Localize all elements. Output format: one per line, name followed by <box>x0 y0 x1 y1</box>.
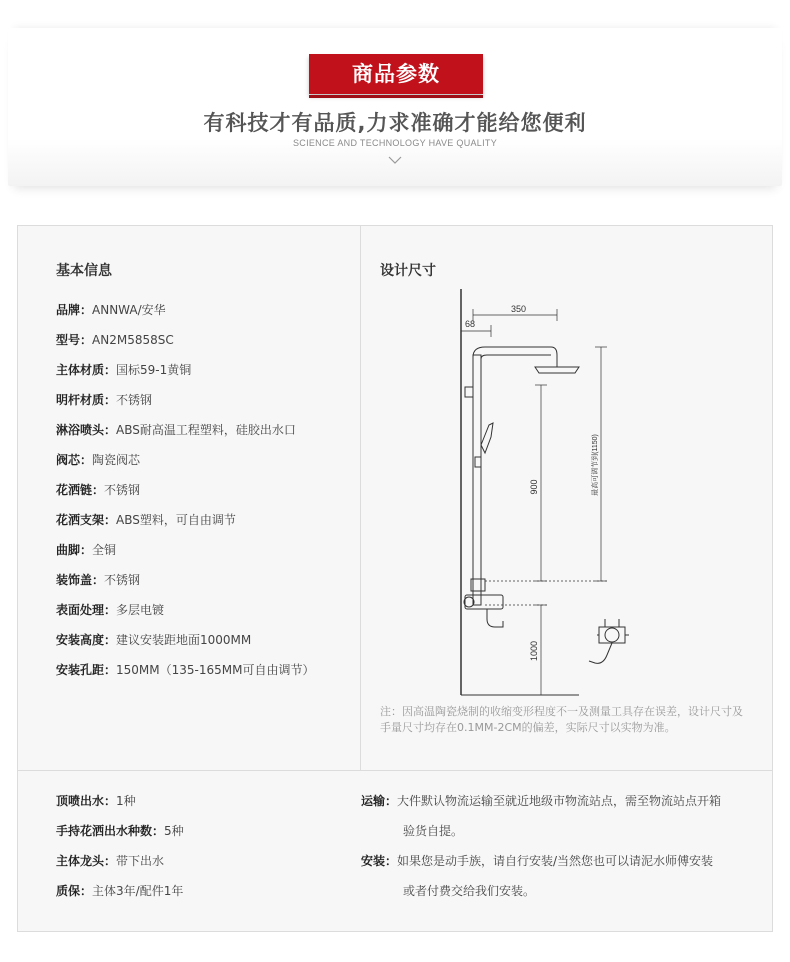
top-shower-head <box>535 367 579 373</box>
spec-row: 主体材质：国标59-1黄铜 <box>56 363 192 377</box>
spec-row: 型号：AN2M5858SC <box>56 333 174 347</box>
dim-max-label: 最高可调节到(1150) <box>592 434 599 496</box>
spec-panel <box>17 225 773 771</box>
install-row: 安装：如果您是动手族，请自行安装/当然您也可以请泥水师傅安装 <box>361 854 714 868</box>
shipping-row: 运输：大件默认物流运输至就近地级市物流站点，需至物流站点开箱 <box>361 794 722 808</box>
extra-row: 顶喷出水：1种 <box>56 794 136 808</box>
side-spout <box>589 643 612 663</box>
shipping-row-cont: 验货自提。 <box>403 824 464 838</box>
spec-row: 安装孔距：150MM（135-165MM可自由调节） <box>56 663 315 677</box>
extra-row: 手持花洒出水种数：5种 <box>56 824 184 838</box>
slogan-english: SCIENCE AND TECHNOLOGY HAVE QUALITY <box>292 138 498 148</box>
dimension-note: 注：因高温陶瓷烧制的收缩变形程度不一及测量工具存在误差，设计尺寸及手量尺寸均存在0.1MM-2CM的偏差，实际尺寸以实物为准。 <box>380 705 743 734</box>
top-arm <box>473 347 557 365</box>
spec-row: 品牌：ANNWA/安华 <box>56 303 166 317</box>
spec-row: 淋浴喷头：ABS耐高温工程塑料，硅胶出水口 <box>56 423 296 437</box>
riser-pipe <box>473 355 481 605</box>
side-valve <box>599 627 625 643</box>
spout <box>487 609 503 627</box>
spec-row: 花洒支架：ABS塑料，可自由调节 <box>56 513 236 527</box>
dim-1000-label: 1000 <box>529 640 539 662</box>
spec-row: 曲脚：全铜 <box>56 543 117 557</box>
extra-info-panel <box>17 770 773 932</box>
panel-divider <box>360 226 361 770</box>
spec-row: 明杆材质：不锈钢 <box>56 393 153 407</box>
design-title: 设计尺寸 <box>380 263 436 279</box>
handheld-shower <box>481 423 493 453</box>
dim-68-label: 68 <box>465 319 476 329</box>
spec-row: 装饰盖：不锈钢 <box>56 573 141 587</box>
slogan: 有科技才有品质,力求准确才能给您便利 <box>203 111 587 135</box>
spec-row: 阀芯：陶瓷阀芯 <box>56 453 141 467</box>
dim-350-label: 350 <box>511 304 527 314</box>
spec-row: 表面处理：多层电镀 <box>56 603 165 617</box>
section-banner: 商品参数 <box>309 54 483 94</box>
extra-row: 主体龙头：带下出水 <box>56 854 165 868</box>
extra-row: 质保：主体3年/配件1年 <box>56 884 184 898</box>
chevron-down-icon <box>388 153 402 167</box>
wall-bracket <box>465 387 473 397</box>
basic-info-title: 基本信息 <box>56 263 112 279</box>
dim-900-label: 900 <box>529 479 539 495</box>
install-row-cont: 或者付费交给我们安装。 <box>403 884 536 898</box>
shower-dimension-diagram <box>429 275 639 705</box>
spec-row: 安装高度：建议安装距地面1000MM <box>56 633 252 647</box>
spec-row: 花洒链：不锈钢 <box>56 483 141 497</box>
